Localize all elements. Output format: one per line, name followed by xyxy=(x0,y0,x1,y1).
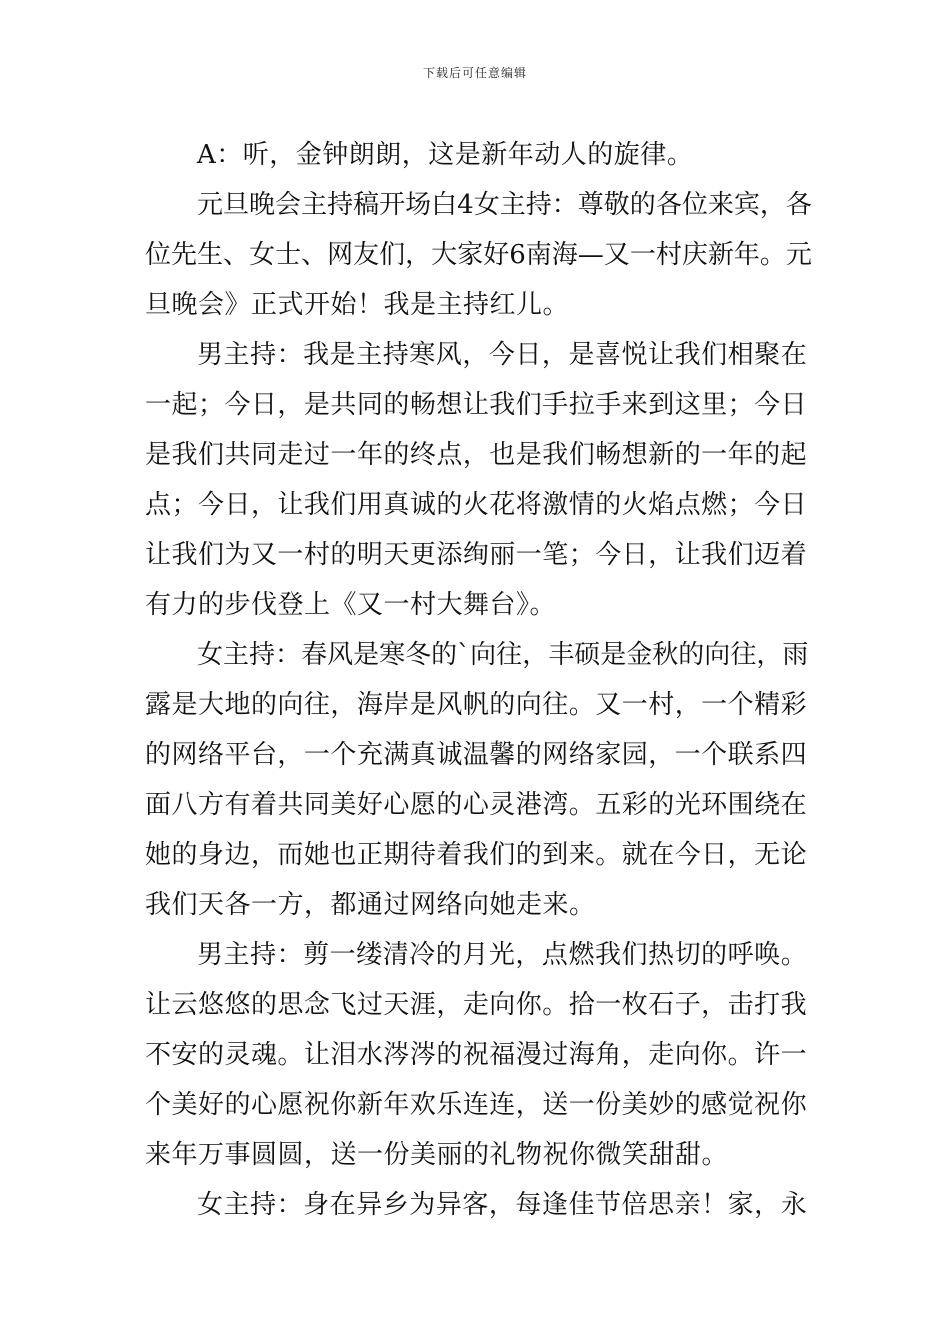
text-line: 来年万事圆圆，送一份美丽的礼物祝你微笑甜甜。 xyxy=(145,1140,729,1170)
text-line: 男 主 持 ： 我 是 主 持 寒 风 ， 今 日 ， 是 喜 悦 让 我 们 相 聚 在 xyxy=(197,340,807,370)
text-line: 有力的步伐登上《又一村大舞台》。 xyxy=(145,590,557,620)
text-line: 旦晚会》正式开始！我是主持红儿。 xyxy=(145,290,570,320)
text-line: 女 主 持 ： 春 风 是 寒 冬 的 ` 向 往 ， 丰 硕 是 金 秋 的 向 往 ， 雨 xyxy=(197,640,809,670)
document-body xyxy=(145,130,812,1230)
text-line: 让 我 们 为 又 一 村 的 明 天 更 添 绚 丽 一 笔 ； 今 日 ， 让 我 们 迈 着 xyxy=(145,540,807,570)
text-line: 让 云 悠 悠 的 思 念 飞 过 天 涯 ， 走 向 你 。 拾 一 枚 石 子 ， 击 打 我 xyxy=(145,990,807,1020)
text-line: 一 起 ； 今 日 ， 是 共 同 的 畅 想 让 我 们 手 拉 手 来 到 这 里 ； 今 日 xyxy=(145,390,807,420)
text-line: 面 八 方 有 着 共 同 美 好 心 愿 的 心 灵 港 湾 。 五 彩 的 光 环 围 绕 在 xyxy=(145,790,807,820)
page-header-note: 下载后可任意编辑 xyxy=(422,66,527,80)
text-line: 点 ； 今 日 ， 让 我 们 用 真 诚 的 火 花 将 激 情 的 火 焰 点 燃 ； 今 日 xyxy=(145,490,807,520)
text-line: 她 的 身 边 ， 而 她 也 正 期 待 着 我 们 的 到 来 。 就 在 今 日 ， 无 论 xyxy=(145,840,807,870)
text-line: 女 主 持 ： 身 在 异 乡 为 异 客 ， 每 逢 佳 节 倍 思 亲 ！ 家 ， 永 xyxy=(197,1190,807,1220)
text-line: 露 是 大 地 的 向 往 ， 海 岸 是 风 帆 的 向 往 。 又 一 村 ， 一 个 精 彩 xyxy=(145,690,807,720)
text-line: 是 我 们 共 同 走 过 一 年 的 终 点 ， 也 是 我 们 畅 想 新 的 一 年 的 起 xyxy=(145,440,807,470)
text-line: 的 网 络 平 台 ， 一 个 充 满 真 诚 温 馨 的 网 络 家 园 ， 一 个 联 系 四 xyxy=(145,740,807,770)
text-line: 个 美 好 的 心 愿 祝 你 新 年 欢 乐 连 连 ， 送 一 份 美 妙 的 感 觉 祝 你 xyxy=(145,1090,807,1120)
text-line: 男 主 持 ： 剪 一 缕 清 冷 的 月 光 ， 点 燃 我 们 热 切 的 呼 唤 。 xyxy=(197,940,807,970)
text-line: 不 安 的 灵 魂 。 让 泪 水 涔 涔 的 祝 福 漫 过 海 角 ， 走 向 你 。 许 一 xyxy=(145,1040,807,1070)
text-line: 元 旦 晚 会 主 持 稿 开 场 白 4 女 主 持 ： 尊 敬 的 各 位 来 宾 ， 各 xyxy=(197,190,812,220)
text-line: 位 先 生 、 女 士 、 网 友 们 ， 大 家 好 6 南 海 — 又 一 村 庆 新 年 。 元 xyxy=(145,240,812,270)
text-line: A：听，金钟朗朗，这是新年动人的旋律。 xyxy=(197,140,694,170)
text-line: 我们天各一方，都通过网络向她走来。 xyxy=(145,890,596,920)
